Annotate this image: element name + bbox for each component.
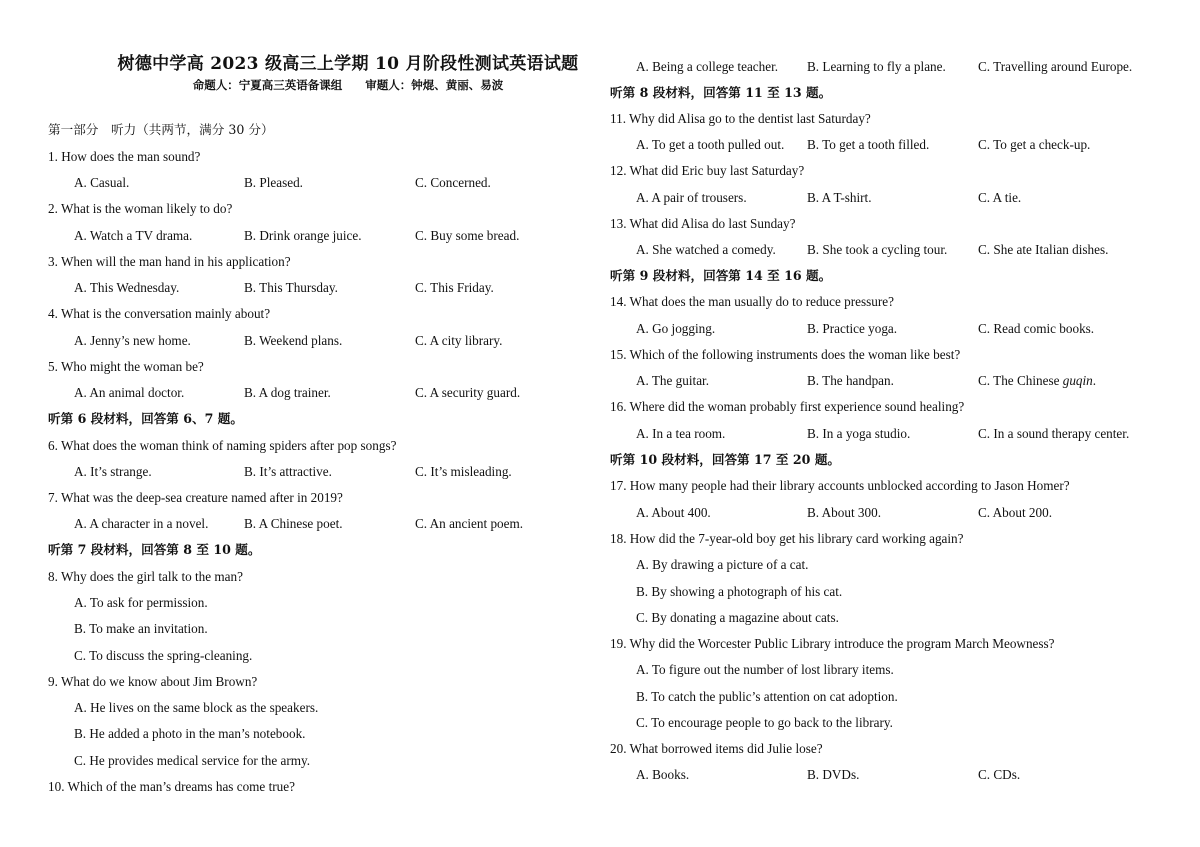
- q16-option-b: B. In a yoga studio.: [807, 426, 911, 441]
- q1-option-c: C. Concerned.: [415, 175, 491, 190]
- q3-option-c: C. This Friday.: [415, 280, 494, 295]
- q16-option-a: A. In a tea room.: [636, 426, 726, 441]
- q18-option-b: B. By showing a photograph of his cat.: [636, 584, 843, 599]
- q3-option-b: B. This Thursday.: [244, 280, 338, 295]
- q15-option-a: A. The guitar.: [636, 373, 710, 388]
- q7-option-c: C. An ancient poem.: [415, 516, 524, 531]
- q7-option-b: B. A Chinese poet.: [244, 516, 343, 531]
- q16-option-c: C. In a sound therapy center.: [978, 426, 1130, 441]
- question-18: 18. How did the 7-year-old boy get his library card working again?: [610, 531, 964, 546]
- q14-option-a: A. Go jogging.: [636, 321, 716, 336]
- q11-option-c: C. To get a check-up.: [978, 137, 1091, 152]
- q4-option-c: C. A city library.: [415, 333, 503, 348]
- q5-option-b: B. A dog trainer.: [244, 385, 331, 400]
- q17-option-c: C. About 200.: [978, 505, 1053, 520]
- q20-option-b: B. DVDs.: [807, 767, 860, 782]
- q15-option-b: B. The handpan.: [807, 373, 894, 388]
- section-heading-10: 听第 10 段材料，回答第 17 至 20 题。: [610, 452, 841, 467]
- question-9: 9. What do we know about Jim Brown?: [48, 674, 258, 689]
- q11-option-b: B. To get a tooth filled.: [807, 137, 930, 152]
- q5-option-c: C. A security guard.: [415, 385, 521, 400]
- exam-title: 树德中学高 2023 级高三上学期 10 月阶段性测试英语试题: [117, 54, 579, 74]
- q12-option-a: A. A pair of trousers.: [636, 190, 747, 205]
- q15-option-c-text: C. The Chinese: [978, 373, 1063, 388]
- q3-option-a: A. This Wednesday.: [74, 280, 180, 295]
- q13-option-b: B. She took a cycling tour.: [807, 242, 948, 257]
- question-16: 16. Where did the woman probably first experience sound healing?: [610, 399, 965, 414]
- q4-option-a: A. Jenny’s new home.: [74, 333, 191, 348]
- question-10: 10. Which of the man’s dreams has come true?: [48, 779, 295, 794]
- q10-option-b: B. Learning to fly a plane.: [807, 59, 946, 74]
- q20-option-a: A. Books.: [636, 767, 690, 782]
- q6-option-b: B. It’s attractive.: [244, 464, 332, 479]
- q19-option-b: B. To catch the public’s attention on cat adoption.: [636, 689, 898, 704]
- question-17: 17. How many people had their library accounts unblocked according to Jason Homer?: [610, 478, 1070, 493]
- question-5: 5. Who might the woman be?: [48, 359, 204, 374]
- q12-option-b: B. A T-shirt.: [807, 190, 872, 205]
- q17-option-b: B. About 300.: [807, 505, 882, 520]
- q8-option-a: A. To ask for permission.: [74, 595, 208, 610]
- q15-option-c-italic: guqin: [1062, 373, 1093, 388]
- q19-option-c: C. To encourage people to go back to the library.: [636, 715, 893, 730]
- q14-option-b: B. Practice yoga.: [807, 321, 898, 336]
- q9-option-c: C. He provides medical service for the army.: [74, 753, 311, 768]
- question-13: 13. What did Alisa do last Sunday?: [610, 216, 796, 231]
- q15-option-c: [978, 373, 1096, 389]
- question-19: 19. Why did the Worcester Public Library introduce the program March Meowness?: [610, 636, 1055, 651]
- q6-option-c: C. It’s misleading.: [415, 464, 512, 479]
- exam-authors: 命题人：宁夏高三英语备课组 审题人：钟焜、黄丽、易波: [192, 78, 504, 92]
- q13-option-c: C. She ate Italian dishes.: [978, 242, 1109, 257]
- question-3: 3. When will the man hand in his application?: [48, 254, 291, 269]
- q9-option-b: B. He added a photo in the man’s notebook.: [74, 726, 306, 741]
- q5-option-a: A. An animal doctor.: [74, 385, 185, 400]
- q14-option-c: C. Read comic books.: [978, 321, 1095, 336]
- q15-option-c-end: .: [1092, 373, 1097, 388]
- q7-option-a: A. A character in a novel.: [74, 516, 209, 531]
- q20-option-c: C. CDs.: [978, 767, 1021, 782]
- question-12: 12. What did Eric buy last Saturday?: [610, 163, 805, 178]
- section-heading-9: 听第 9 段材料，回答第 14 至 16 题。: [610, 268, 832, 283]
- q10-option-a: A. Being a college teacher.: [636, 59, 779, 74]
- question-20: 20. What borrowed items did Julie lose?: [610, 741, 823, 756]
- q12-option-c: C. A tie.: [978, 190, 1022, 205]
- q11-option-a: A. To get a tooth pulled out.: [636, 137, 785, 152]
- section-heading-8: 听第 8 段材料，回答第 11 至 13 题。: [610, 85, 832, 100]
- part-heading: 第一部分 听力（共两节，满分 30 分）: [48, 122, 274, 137]
- question-7: 7. What was the deep-sea creature named after in 2019?: [48, 490, 343, 505]
- q10-option-c: C. Travelling around Europe.: [978, 59, 1133, 74]
- q18-option-c: C. By donating a magazine about cats.: [636, 610, 839, 625]
- q13-option-a: A. She watched a comedy.: [636, 242, 776, 257]
- q4-option-b: B. Weekend plans.: [244, 333, 343, 348]
- question-2: 2. What is the woman likely to do?: [48, 201, 233, 216]
- q6-option-a: A. It’s strange.: [74, 464, 152, 479]
- question-8: 8. Why does the girl talk to the man?: [48, 569, 243, 584]
- section-heading-7: 听第 7 段材料，回答第 8 至 10 题。: [48, 542, 261, 557]
- q8-option-c: C. To discuss the spring-cleaning.: [74, 648, 253, 663]
- q9-option-a: A. He lives on the same block as the speakers.: [74, 700, 319, 715]
- q2-option-a: A. Watch a TV drama.: [74, 228, 193, 243]
- q2-option-c: C. Buy some bread.: [415, 228, 520, 243]
- question-4: 4. What is the conversation mainly about?: [48, 306, 271, 321]
- question-11: 11. Why did Alisa go to the dentist last Saturday?: [610, 111, 871, 126]
- question-14: 14. What does the man usually do to reduce pressure?: [610, 294, 894, 309]
- q1-option-a: A. Casual.: [74, 175, 130, 190]
- question-1: 1. How does the man sound?: [48, 149, 201, 164]
- q18-option-a: A. By drawing a picture of a cat.: [636, 557, 809, 572]
- question-15: 15. Which of the following instruments does the woman like best?: [610, 347, 961, 362]
- q8-option-b: B. To make an invitation.: [74, 621, 208, 636]
- q2-option-b: B. Drink orange juice.: [244, 228, 362, 243]
- q1-option-b: B. Pleased.: [244, 175, 303, 190]
- q19-option-a: A. To figure out the number of lost library items.: [636, 662, 894, 677]
- section-heading-6: 听第 6 段材料，回答第 6、7 题。: [48, 411, 243, 426]
- q17-option-a: A. About 400.: [636, 505, 711, 520]
- question-6: 6. What does the woman think of naming spiders after pop songs?: [48, 438, 397, 453]
